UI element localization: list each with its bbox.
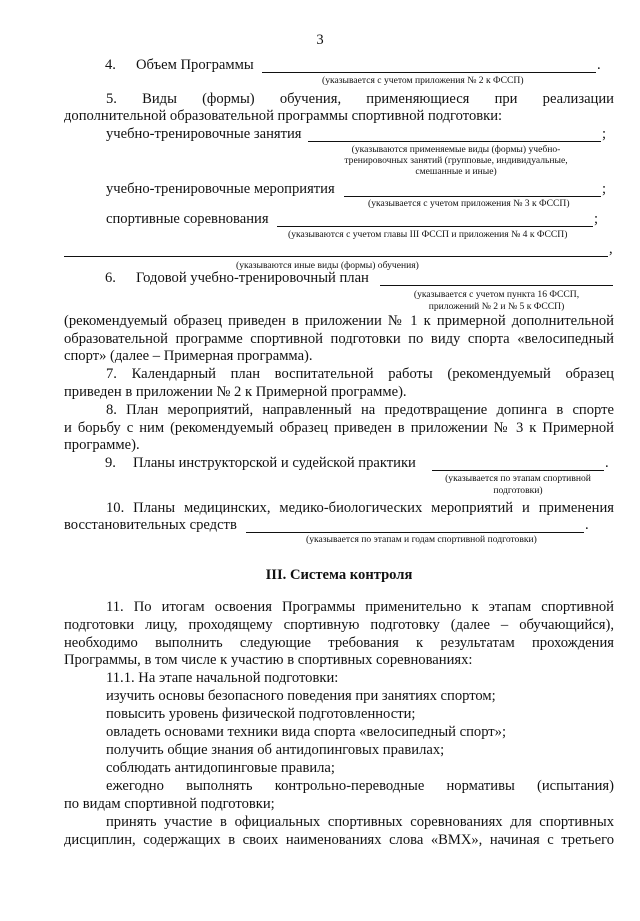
item5-a-label: учебно-тренировочные занятия (106, 126, 302, 142)
item9-end: . (605, 455, 609, 471)
item11-req5: соблюдать антидопинговые правила; (106, 760, 335, 776)
item4-number: 4. (105, 57, 116, 73)
item9-note2: подготовки) (493, 485, 543, 496)
item11-line1: 11. По итогам освоения Программы применительно к этапам спортивной (106, 599, 614, 615)
item5-a-note2: тренировочных занятий (групповые, индивидуальные, (344, 155, 568, 166)
item5-d-fill-line (64, 256, 608, 257)
item5-b-semicolon: ; (602, 181, 607, 197)
item5-c-note: (указываются с учетом главы III ФССП и приложения № 4 к ФССП) (288, 229, 568, 240)
item4-label: Объем Программы (136, 57, 254, 73)
item5-line2: дополнительной образовательной программы спортивной подготовки: (64, 108, 503, 124)
item10-line1: 10. Планы медицинских, медико-биологических мероприятий и применения (106, 500, 614, 516)
item6-line3: спорт» (далее – Примерная программа). (64, 348, 313, 364)
item5-d-note: (указываются иные виды (формы) обучения) (236, 260, 419, 271)
item10-label: восстановительных средств (64, 517, 237, 533)
item11-req4: получить общие знания об антидопинговых правилах; (106, 742, 445, 758)
item11-req3: овладеть основами техники вида спорта «велосипедный спорт»; (106, 724, 507, 740)
item6-note2: приложений № 2 и № 5 к ФССП) (428, 301, 565, 312)
item5-b-fill-line (344, 196, 601, 197)
item9-note1: (указывается по этапам спортивной (445, 473, 591, 484)
item5-d-comma: , (609, 241, 613, 257)
item8-line2: и борьбу с ним (рекомендуемый образец приведен в приложении № 3 к Примерной (64, 420, 614, 436)
item9-label: Планы инструкторской и судейской практики (133, 455, 416, 471)
item4-note: (указывается с учетом приложения № 2 к ФССП) (322, 75, 524, 86)
item10-end: . (585, 517, 589, 533)
item5-a-note1: (указываются применяемые виды (формы) учебно- (351, 144, 561, 155)
page-number: 3 (316, 32, 324, 48)
item10-fill-line (246, 532, 584, 533)
item6-note1: (указывается с учетом пункта 16 ФССП, (413, 289, 580, 300)
item11-req6b: по видам спортивной подготовки; (64, 796, 275, 812)
item11-req2: повысить уровень физической подготовленности; (106, 706, 416, 722)
item5-a-semicolon: ; (602, 126, 607, 142)
item11-line3: необходимо выполнить следующие требования к результатам прохождения (64, 635, 614, 651)
item6-fill-line (380, 285, 613, 286)
item5-b-label: учебно-тренировочные мероприятия (106, 181, 335, 197)
item10-note: (указывается по этапам и годам спортивной подготовки) (306, 534, 537, 545)
item11-req7a: принять участие в официальных спортивных соревнованиях для спортивных (106, 814, 614, 830)
item5-b-note: (указывается с учетом приложения № 3 к ФССП) (368, 198, 570, 209)
item11-line4: Программы, в том числе к участию в спортивных соревнованиях: (64, 652, 473, 668)
item9-fill-line (432, 470, 604, 471)
item4-fill-line (262, 72, 596, 73)
item6-label: Годовой учебно-тренировочный план (136, 270, 369, 286)
item5-line1: 5. Виды (формы) обучения, применяющиеся при реализации (106, 91, 614, 107)
item5-c-label: спортивные соревнования (106, 211, 269, 227)
item5-a-note3: смешанные и иные) (415, 166, 497, 177)
item4-end: . (597, 57, 601, 73)
item5-c-semicolon: ; (594, 211, 599, 227)
item6-number: 6. (105, 270, 116, 286)
item11-req6a: ежегодно выполнять контрольно-переводные нормативы (испытания) (106, 778, 614, 794)
item5-c-fill-line (277, 226, 593, 227)
item7-line1: 7. Календарный план воспитательной работы (рекомендуемый образец (106, 366, 614, 382)
item8-line1: 8. План мероприятий, направленный на предотвращение допинга в спорте (106, 402, 614, 418)
item9-number: 9. (105, 455, 116, 471)
item8-line3: программе). (64, 437, 140, 453)
item5-a-fill-line (308, 141, 601, 142)
item6-line1: (рекомендуемый образец приведен в приложении № 1 к примерной дополнительной (64, 313, 614, 329)
item11-sub1: 11.1. На этапе начальной подготовки: (106, 670, 339, 686)
item11-req7b: дисциплин, содержащих в своих наименованиях слова «BMX», начиная с третьего (64, 832, 614, 848)
item11-line2: подготовки лицу, проходящему спортивную подготовку (далее – обучающийся), (64, 617, 614, 633)
item6-line2: образовательной программе спортивной подготовки по виду спорта «велосипедный (64, 331, 614, 347)
section3-title: III. Система контроля (265, 567, 413, 583)
item11-req1: изучить основы безопасного поведения при занятиях спортом; (106, 688, 496, 704)
item7-line2: приведен в приложении № 2 к Примерной программе). (64, 384, 407, 400)
